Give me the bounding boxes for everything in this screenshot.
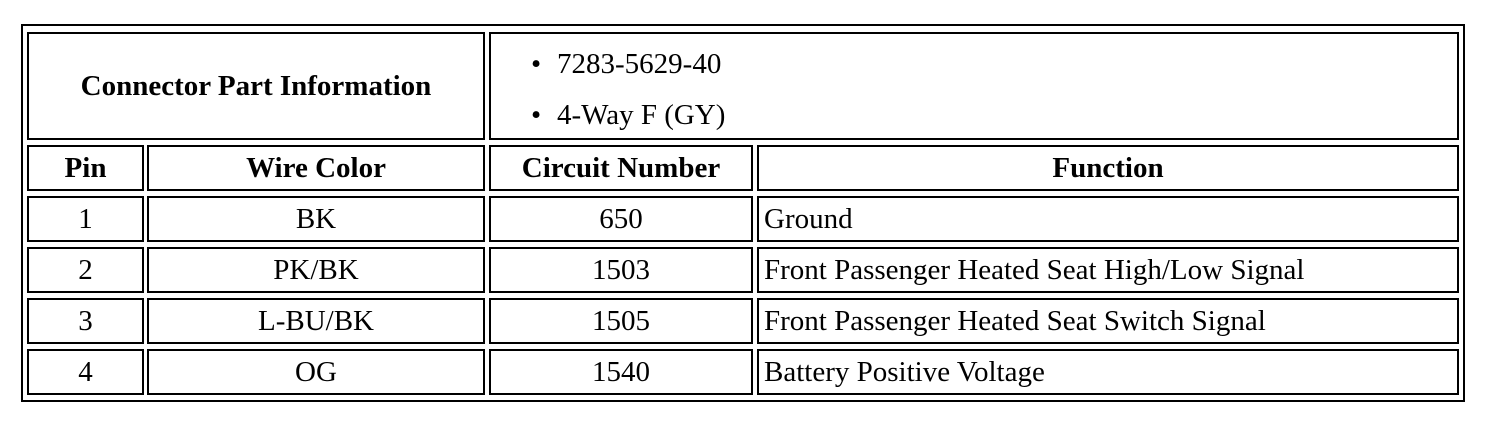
table-cell-function: Battery Positive Voltage — [757, 349, 1459, 395]
table-cell-circuit-number: 1505 — [489, 298, 753, 344]
table-cell-pin: 4 — [27, 349, 144, 395]
table-cell-circuit-number: 1503 — [489, 247, 753, 293]
table-cell-function: Ground — [757, 196, 1459, 242]
table-cell-wire-color: L-BU/BK — [147, 298, 485, 344]
connector-part-info-list — [489, 32, 1459, 140]
column-header-circuit-number: Circuit Number — [489, 145, 753, 191]
info-list-item: • 4-Way F (GY) — [531, 99, 726, 131]
column-header-function: Function — [757, 145, 1459, 191]
table-cell-circuit-number: 1540 — [489, 349, 753, 395]
table-cell-wire-color: PK/BK — [147, 247, 485, 293]
table-cell-pin: 2 — [27, 247, 144, 293]
table-cell-function: Front Passenger Heated Seat High/Low Signal — [757, 247, 1459, 293]
bullet-icon: • — [531, 48, 542, 80]
column-header-wire-color: Wire Color — [147, 145, 485, 191]
column-header-pin: Pin — [27, 145, 144, 191]
table-cell-function: Front Passenger Heated Seat Switch Signal — [757, 298, 1459, 344]
table-cell-pin: 3 — [27, 298, 144, 344]
table-cell-circuit-number: 650 — [489, 196, 753, 242]
info-list-item: • 7283-5629-40 — [531, 48, 722, 80]
table-cell-wire-color: OG — [147, 349, 485, 395]
bullet-icon: • — [531, 99, 542, 131]
table-cell-wire-color: BK — [147, 196, 485, 242]
table-cell-pin: 1 — [27, 196, 144, 242]
connector-part-info-label: Connector Part Information — [27, 32, 485, 140]
